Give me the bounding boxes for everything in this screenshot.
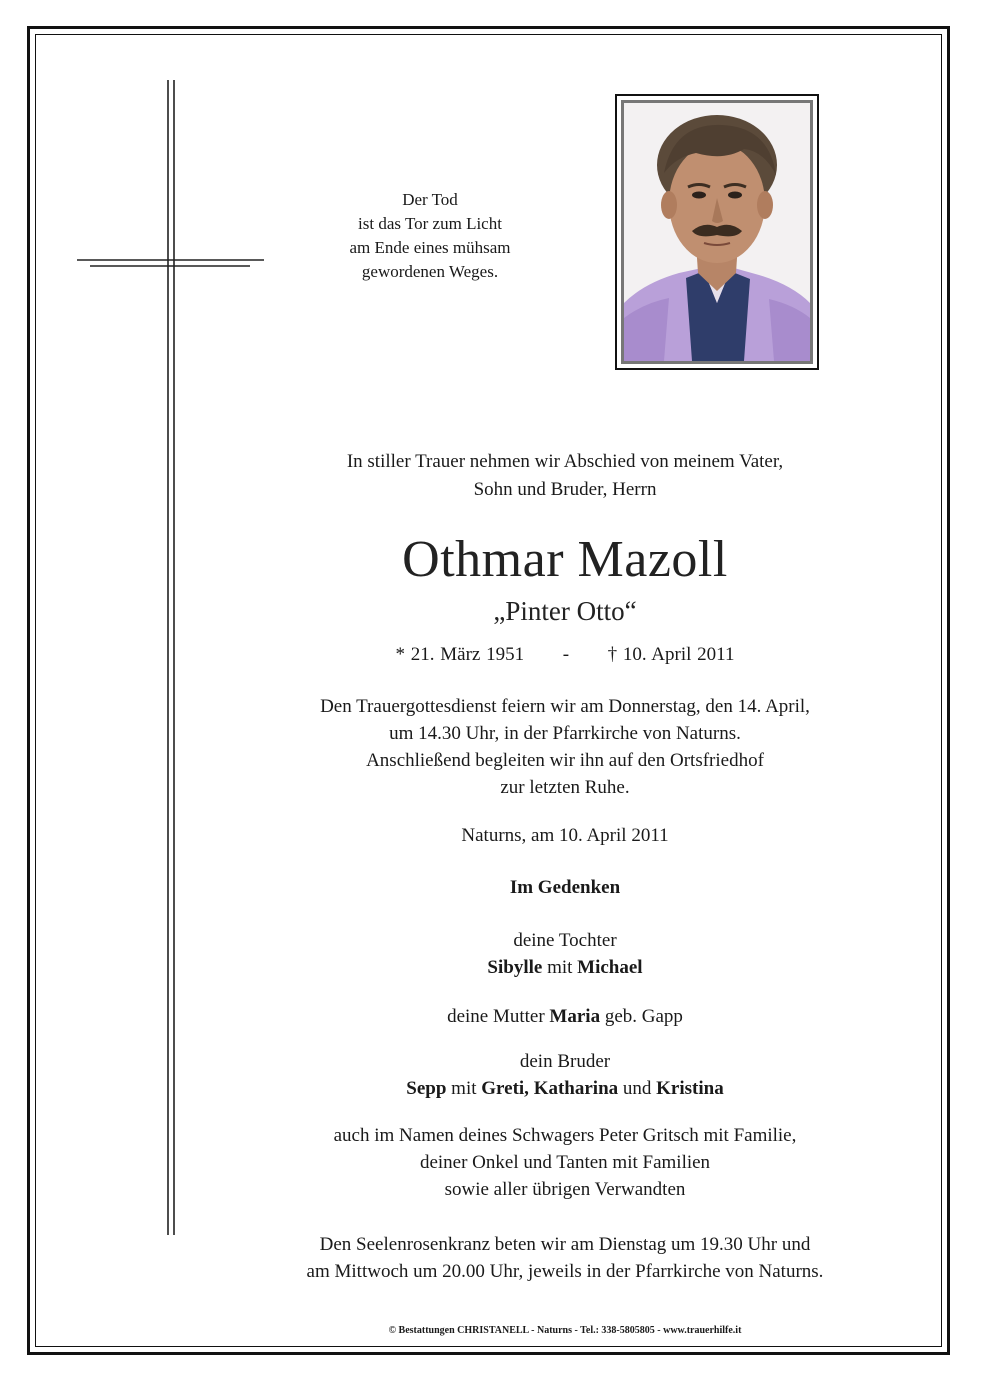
- deceased-nickname: „Pinter Otto“: [493, 596, 637, 626]
- service-line: Anschließend begleiten wir ihn auf den Ortsfriedhof: [366, 750, 764, 771]
- relatives-line: auch im Namen deines Schwagers Peter Gritsch mit Familie,: [333, 1125, 797, 1146]
- daughter-name: Sibylle: [487, 957, 543, 978]
- mourner-mother: [230, 1003, 900, 1030]
- brother-and: und: [622, 1078, 652, 1099]
- service-line: zur letzten Ruhe.: [500, 777, 630, 798]
- rosary-line: am Mittwoch um 20.00 Uhr, jeweils in der Pfarrkirche von Naturns.: [306, 1261, 824, 1282]
- mourner-daughter: [230, 927, 900, 981]
- brother-with: mit: [451, 1078, 477, 1099]
- life-dates: [230, 642, 900, 668]
- birth-date: * 21. März 1951: [395, 644, 525, 665]
- brother-name: Sepp: [406, 1078, 447, 1099]
- daughter-intro: deine Tochter: [513, 930, 617, 951]
- portrait-illustration: [624, 103, 810, 361]
- motto-quote: [300, 188, 560, 284]
- intro-line: In stiller Trauer nehmen wir Abschied von meinem Vater,: [346, 451, 784, 472]
- place-date: Naturns, am 10. April 2011: [461, 825, 669, 846]
- service-line: Den Trauergottesdienst feiern wir am Donnerstag, den 14. April,: [320, 696, 810, 717]
- date-separator: -: [562, 644, 570, 665]
- portrait-photo: [624, 103, 810, 361]
- portrait-frame: [615, 94, 819, 370]
- mother-intro: deine Mutter: [447, 1006, 545, 1027]
- mother-name: Maria: [549, 1006, 601, 1027]
- death-date: † 10. April 2011: [607, 644, 735, 665]
- brother-names: [230, 1075, 900, 1102]
- relatives-line: sowie aller übrigen Verwandten: [444, 1179, 686, 1200]
- motto-line: gewordenen Weges.: [361, 262, 499, 281]
- brother-wife: Greti,: [481, 1078, 529, 1099]
- motto-line: Der Tod: [402, 190, 458, 209]
- motto-line: am Ende eines mühsam: [349, 238, 511, 257]
- rosary-text: [230, 1231, 900, 1285]
- mother-suffix: geb. Gapp: [604, 1006, 683, 1027]
- daughter-names: [230, 954, 900, 981]
- footer-credit: © Bestattungen CHRISTANELL - Naturns - Tel.: 338-5805805 - www.trauerhilfe.it: [388, 1325, 742, 1336]
- mourner-brother: [230, 1048, 900, 1102]
- brother-intro: dein Bruder: [519, 1051, 611, 1072]
- intro-line: Sohn und Bruder, Herrn: [473, 479, 657, 500]
- in-memory-heading: Im Gedenken: [509, 877, 621, 898]
- daughter-partner: Michael: [577, 957, 643, 978]
- funeral-service-text: [230, 693, 900, 801]
- other-relatives: [230, 1122, 900, 1203]
- relatives-line: deiner Onkel und Tanten mit Familien: [419, 1152, 711, 1173]
- intro-text: [230, 448, 900, 504]
- brother-child: Katharina: [533, 1078, 619, 1099]
- rosary-line: Den Seelenrosenkranz beten wir am Dienstag um 19.30 Uhr und: [319, 1234, 811, 1255]
- daughter-with: mit: [547, 957, 573, 978]
- motto-line: ist das Tor zum Licht: [358, 214, 502, 233]
- brother-child: Kristina: [656, 1078, 724, 1099]
- deceased-name: Othmar Mazoll: [402, 531, 728, 588]
- service-line: um 14.30 Uhr, in der Pfarrkirche von Naturns.: [389, 723, 741, 744]
